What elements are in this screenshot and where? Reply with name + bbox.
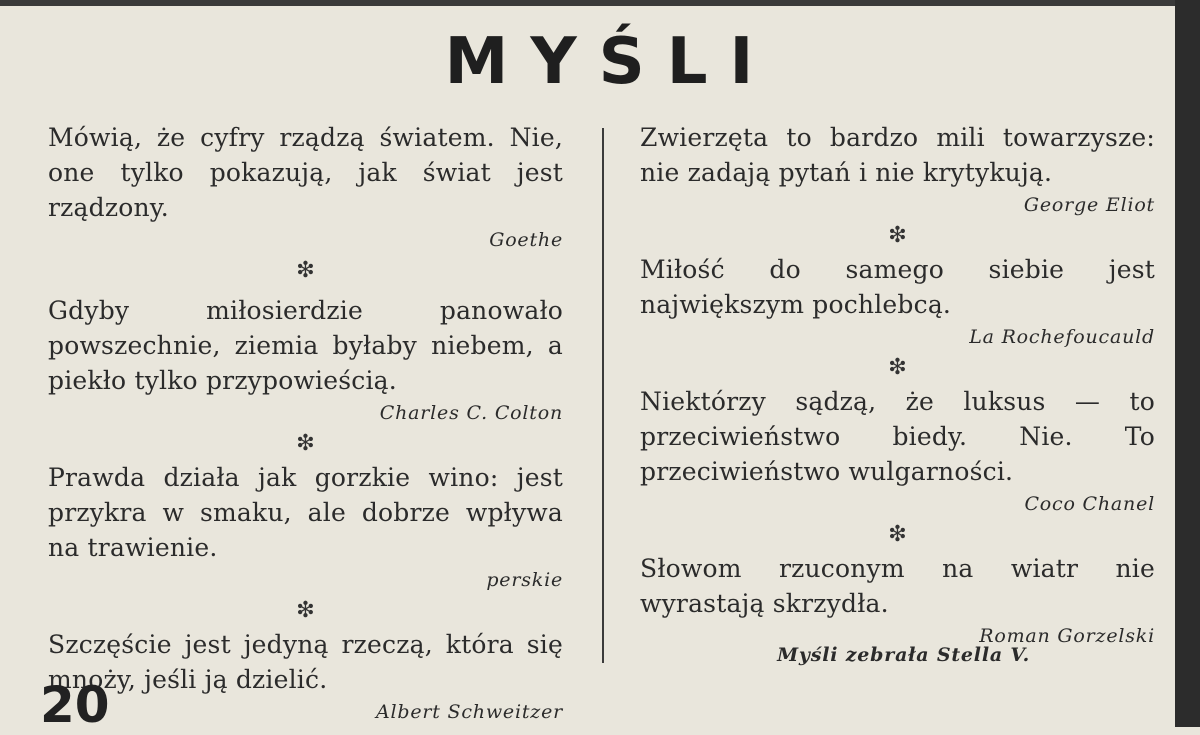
quote-author: Goethe <box>489 229 563 251</box>
quote-text: Miłość do samego siebie jest największym pochlebcą. <box>640 255 1155 319</box>
right-column <box>640 120 1155 651</box>
quote-text: Gdyby miłosierdzie panowało powszechnie, ziemia byłaby niebem, a piekło tylko przypowieścią. <box>48 296 563 395</box>
quote-author: Albert Schweitzer <box>375 701 563 723</box>
left-column <box>48 120 563 727</box>
top-edge <box>0 0 1200 6</box>
separator-icon: ❇ <box>888 223 907 248</box>
quote-author: Roman Gorzelski <box>979 625 1155 647</box>
separator-icon: ❇ <box>888 355 907 380</box>
separator-icon: ❇ <box>296 258 315 283</box>
separator-icon: ❇ <box>296 598 315 623</box>
separator-icon: ❇ <box>888 522 907 547</box>
right-edge <box>1175 0 1200 727</box>
quote-author: George Eliot <box>1023 194 1155 216</box>
quote-text: Słowom rzuconym na wiatr nie wyrastają skrzydła. <box>640 554 1155 618</box>
quote-text: Szczęście jest jedyną rzeczą, która się mnoży, jeśli ją dzielić. <box>48 630 563 694</box>
page-number: 20 <box>40 676 110 734</box>
quote-author: La Rochefoucauld <box>969 326 1155 348</box>
column-divider <box>602 128 604 663</box>
collector-credit: Myśli zebrała Stella V. <box>777 644 1030 666</box>
quote-author: Coco Chanel <box>1024 493 1155 515</box>
page-title: MYŚLI <box>444 25 776 99</box>
quote-author: Charles C. Colton <box>379 402 563 424</box>
quote-author: perskie <box>486 569 563 591</box>
quote-text: Niektórzy sądzą, że luksus — to przeciwieństwo biedy. Nie. To przeciwieństwo wulgarności. <box>640 387 1155 486</box>
separator-icon: ❇ <box>296 431 315 456</box>
quote-text: Prawda działa jak gorzkie wino: jest przykra w smaku, ale dobrze wpływa na trawienie. <box>48 463 563 562</box>
quote-text: Mówią, że cyfry rządzą światem. Nie, one tylko pokazują, jak świat jest rządzony. <box>48 123 563 222</box>
quote-text: Zwierzęta to bardzo mili towarzysze: nie zadają pytań i nie krytykują. <box>640 123 1155 187</box>
